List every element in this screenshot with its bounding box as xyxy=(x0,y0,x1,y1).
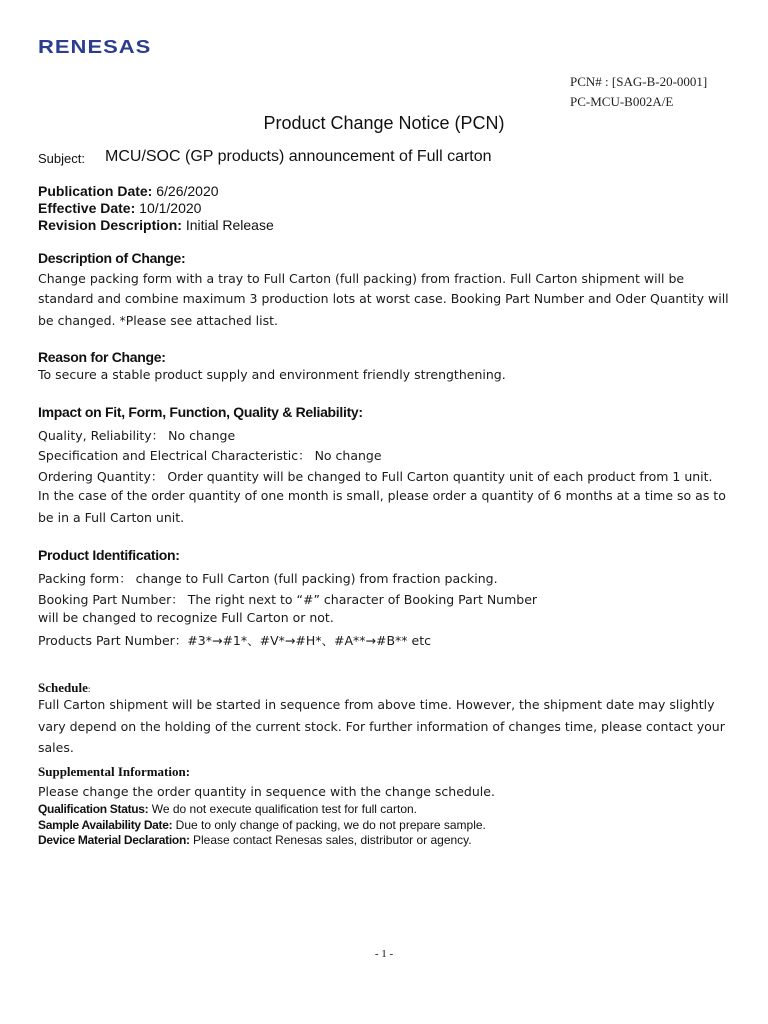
page-number: - 1 - xyxy=(374,948,394,960)
impact-line: In the case of the order quantity of one month is small, please order a quantity of 6 months at a time so as to xyxy=(38,488,726,503)
reason-line: To secure a stable product supply and environment friendly strengthening. xyxy=(38,367,506,382)
identification-line: Packing form： change to Full Carton (full packing) from fraction packing. xyxy=(38,571,498,586)
impact-line: Specification and Electrical Characteristic： No change xyxy=(38,448,382,463)
impact-heading: Impact on Fit, Form, Function, Quality & Reliability: xyxy=(38,404,363,420)
sample-label: Sample Availability Date: xyxy=(38,818,173,832)
declaration-row xyxy=(38,833,472,847)
impact-line: be in a Full Carton unit. xyxy=(38,510,185,525)
page-title: Product Change Notice (PCN) xyxy=(263,113,505,133)
supplemental-line: Please change the order quantity in sequence with the change schedule. xyxy=(38,784,495,799)
qualification-label: Qualification Status: xyxy=(38,802,149,816)
description-line: be changed. *Please see attached list. xyxy=(38,313,278,328)
publication-date-row xyxy=(38,183,219,199)
effective-date-row xyxy=(38,200,201,216)
schedule-line: sales. xyxy=(38,740,74,755)
effective-date-label: Effective Date: xyxy=(38,200,136,216)
qualification-value: We do not execute qualification test for full carton. xyxy=(151,802,417,816)
supplemental-heading: Supplemental Information: xyxy=(38,764,191,779)
impact-line: Quality, Reliability： No change xyxy=(38,428,236,443)
revision-description-row xyxy=(38,217,274,233)
description-heading: Description of Change: xyxy=(38,250,186,266)
identification-heading: Product Identification: xyxy=(38,547,180,563)
schedule-line: vary depend on the holding of the current stock. For further information of changes time, please contact your xyxy=(38,719,725,734)
pcn-number: PCN# : [SAG-B-20-0001] xyxy=(570,74,708,89)
publication-date-value: 6/26/2020 xyxy=(156,183,219,199)
publication-date-label: Publication Date: xyxy=(38,183,153,199)
sample-row xyxy=(38,818,486,832)
subject-value: MCU/SOC (GP products) announcement of Full carton xyxy=(105,148,492,165)
description-line: Change packing form with a tray to Full Carton (full packing) from fraction. Full Carton shipment will be xyxy=(38,271,685,286)
revision-description-value: Initial Release xyxy=(185,217,274,233)
declaration-label: Device Material Declaration: xyxy=(38,833,190,847)
revision-description-label: Revision Description: xyxy=(38,217,182,233)
sample-value: Due to only change of packing, we do not prepare sample. xyxy=(175,818,486,832)
impact-line: Ordering Quantity： Order quantity will be changed to Full Carton quantity unit of each product from 1 unit. xyxy=(38,469,713,484)
identification-line: will be changed to recognize Full Carton or not. xyxy=(38,610,334,625)
reason-heading: Reason for Change: xyxy=(38,349,166,365)
schedule-heading-row xyxy=(38,677,90,696)
schedule-heading: Schedule xyxy=(38,680,88,695)
subject-label: Subject: xyxy=(38,151,85,166)
renesas-logo: RENESAS xyxy=(38,36,152,58)
identification-line: Products Part Number：#3*→#1*、#V*→#H*、#A**→#B** etc xyxy=(38,633,431,648)
pcn-code: PC-MCU-B002A/E xyxy=(570,94,674,109)
schedule-colon: : xyxy=(87,684,91,694)
identification-line: Booking Part Number： The right next to “#” character of Booking Part Number xyxy=(38,592,538,607)
declaration-value: Please contact Renesas sales, distributor or agency. xyxy=(193,833,472,847)
qualification-row xyxy=(38,802,417,816)
effective-date-value: 10/1/2020 xyxy=(139,200,202,216)
description-line: standard and combine maximum 3 production lots at worst case. Booking Part Number and Oder Quantity will xyxy=(38,291,729,306)
schedule-line: Full Carton shipment will be started in sequence from above time. However, the shipment date may slightly xyxy=(38,697,715,712)
